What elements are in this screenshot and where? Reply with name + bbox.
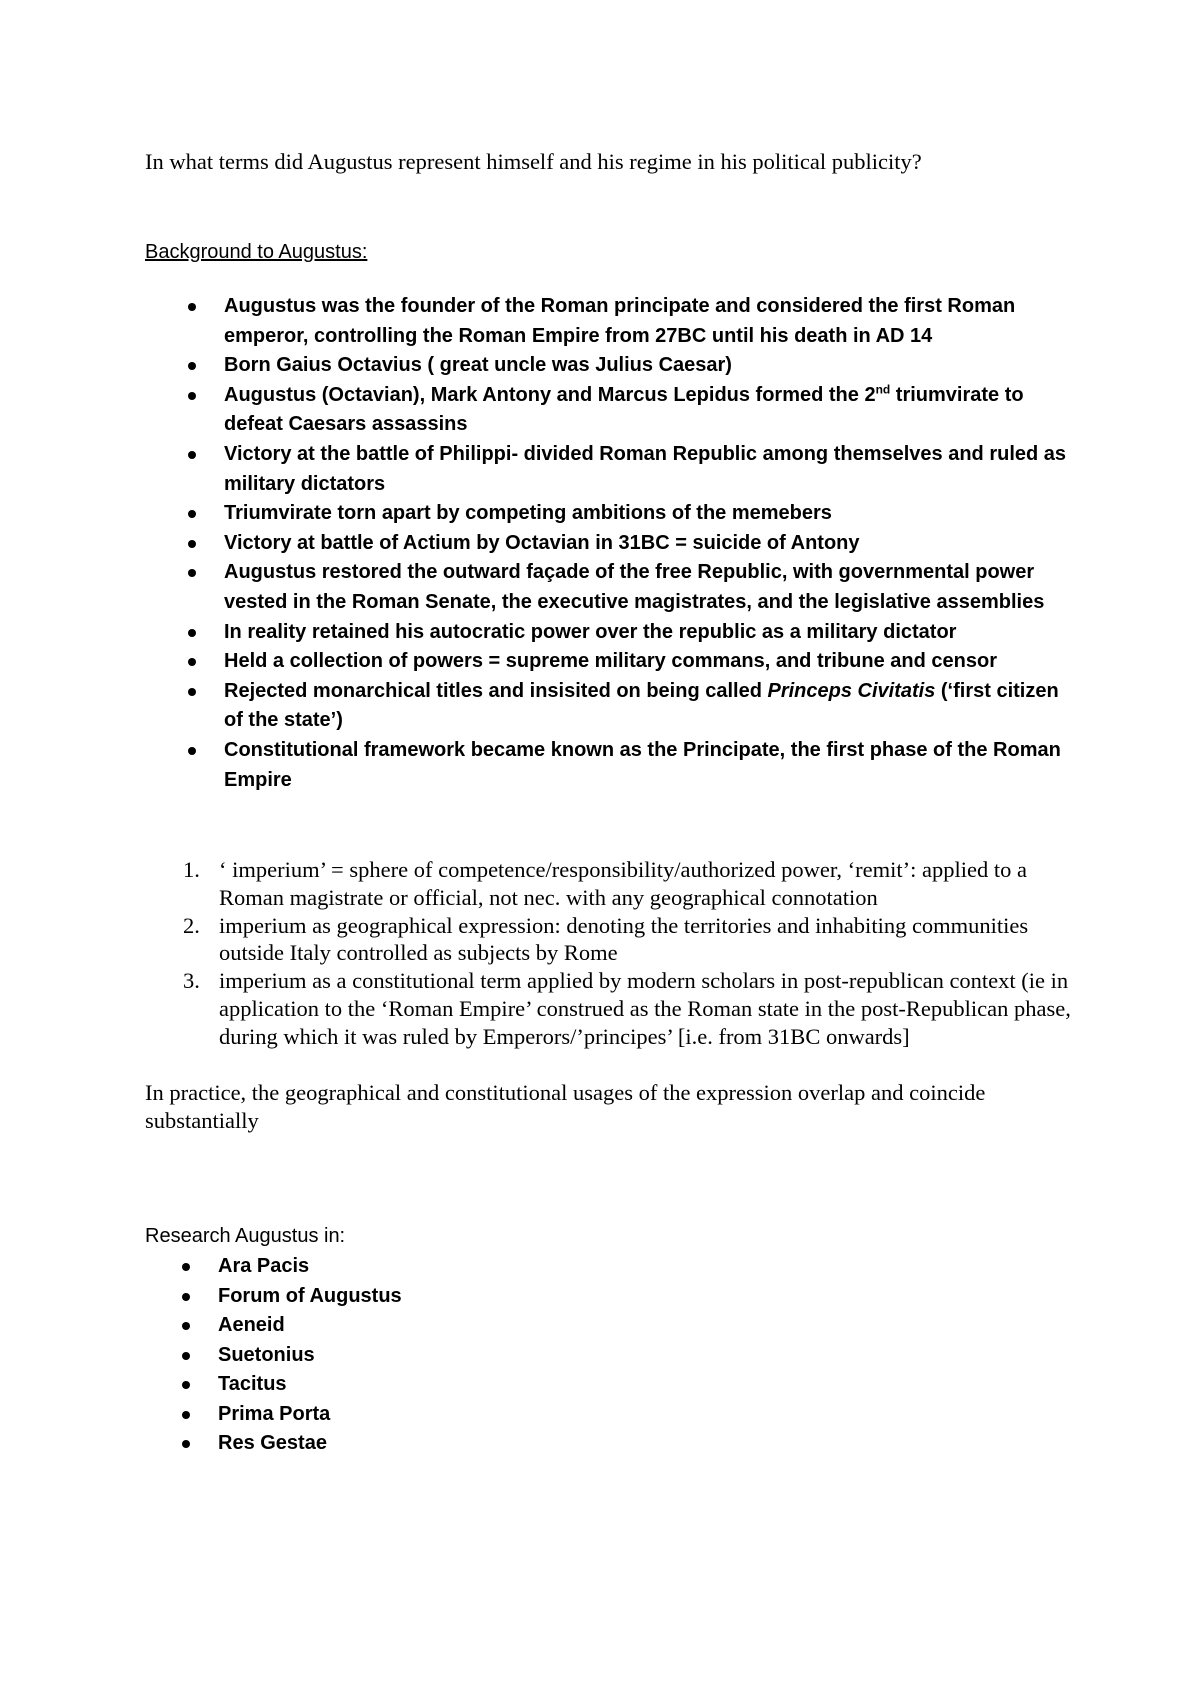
list-item-text: In reality retained his autocratic power over the republic as a military dictator [224,620,957,643]
list-item [145,647,1075,677]
list-item-text: Rejected monarchical titles and insisited on being called [224,679,768,702]
list-item [145,292,1075,351]
list-item [145,558,1075,617]
essay-question: In what terms did Augustus represent himself and his regime in his political publicity? [145,149,922,174]
list-item [145,529,1075,559]
list-item-text: Victory at the battle of Philippi- divided Roman Republic among themselves and ruled as military dictators [224,442,1067,495]
practice-note: In practice, the geographical and constitutional usages of the expression overlap and coincide substantially [145,1080,986,1133]
list-item [145,618,1075,648]
research-item: Aeneid [139,1311,402,1341]
imperium-numbered-list [145,856,1075,1051]
list-item-text: (‘first citizen of the state’) [224,679,1059,732]
italic-term: Princeps Civitatis [767,679,936,702]
list-item [145,736,1075,795]
background-heading: Background to Augustus: [145,241,368,263]
list-item-text: Augustus was the founder of the Roman principate and considered the first Roman emperor, controlling the Roman Empire from 27BC until his death in AD 14 [224,295,1016,347]
list-item [145,381,1075,440]
list-item-text: Triumvirate torn apart by competing ambitions of the memebers [224,502,832,525]
list-item-text: Augustus (Octavian), Mark Antony and Marcus Lepidus formed the 2 [224,383,876,406]
research-heading: Research Augustus in: [145,1225,346,1247]
list-item [145,440,1075,499]
list-item [145,499,1075,529]
research-item: Res Gestae [139,1429,402,1459]
list-item-text: Augustus restored the outward façade of the free Republic, with governmental power vested in the Roman Senate, the executive magistrates, and the legislative assemblies [224,561,1045,613]
list-item-text: Constitutional framework became known as the Principate, the first phase of the Roman Empire [224,738,1061,791]
research-item: Suetonius [139,1341,402,1371]
list-item-text: Held a collection of powers = supreme military commans, and tribune and censor [224,650,997,673]
numbered-item [145,967,1075,1050]
item-number: 2. [183,912,200,938]
superscript: nd [875,382,891,397]
list-item-text: Born Gaius Octavius ( great uncle was Julius Caesar) [224,354,732,377]
research-item: Ara Pacis [139,1252,402,1282]
research-list [139,1252,402,1459]
numbered-item [145,856,1075,912]
research-item: Prima Porta [139,1400,402,1430]
numbered-item-text: imperium as a constitutional term applied by modern scholars in post-republican context (ie in application to the ‘Roman Empire’ construed as the Roman state in the post-Republican phase, during which it was ruled by Emperors/’principes’ [i.e. from 31BC onwards] [219,968,1071,1049]
numbered-item [145,912,1075,968]
item-number: 1. [183,857,200,882]
numbered-item-text: ‘ imperium’ = sphere of competence/responsibility/authorized power, ‘remit’: applied to a Roman magistrate or official, not nec. with any geographical connotation [219,857,1027,910]
numbered-item-text: imperium as geographical expression: denoting the territories and inhabiting communities outside Italy controlled as subjects by Rome [219,912,1029,966]
list-item-text: triumvirate to defeat Caesars assassins [224,383,1024,436]
research-item: Tacitus [139,1370,402,1400]
list-item [145,351,1075,381]
list-item-text: Victory at battle of Actium by Octavian in 31BC = suicide of Antony [224,531,860,554]
background-bullet-list [145,292,1075,795]
research-item: Forum of Augustus [139,1282,402,1312]
item-number: 3. [183,968,200,994]
list-item [145,677,1075,736]
